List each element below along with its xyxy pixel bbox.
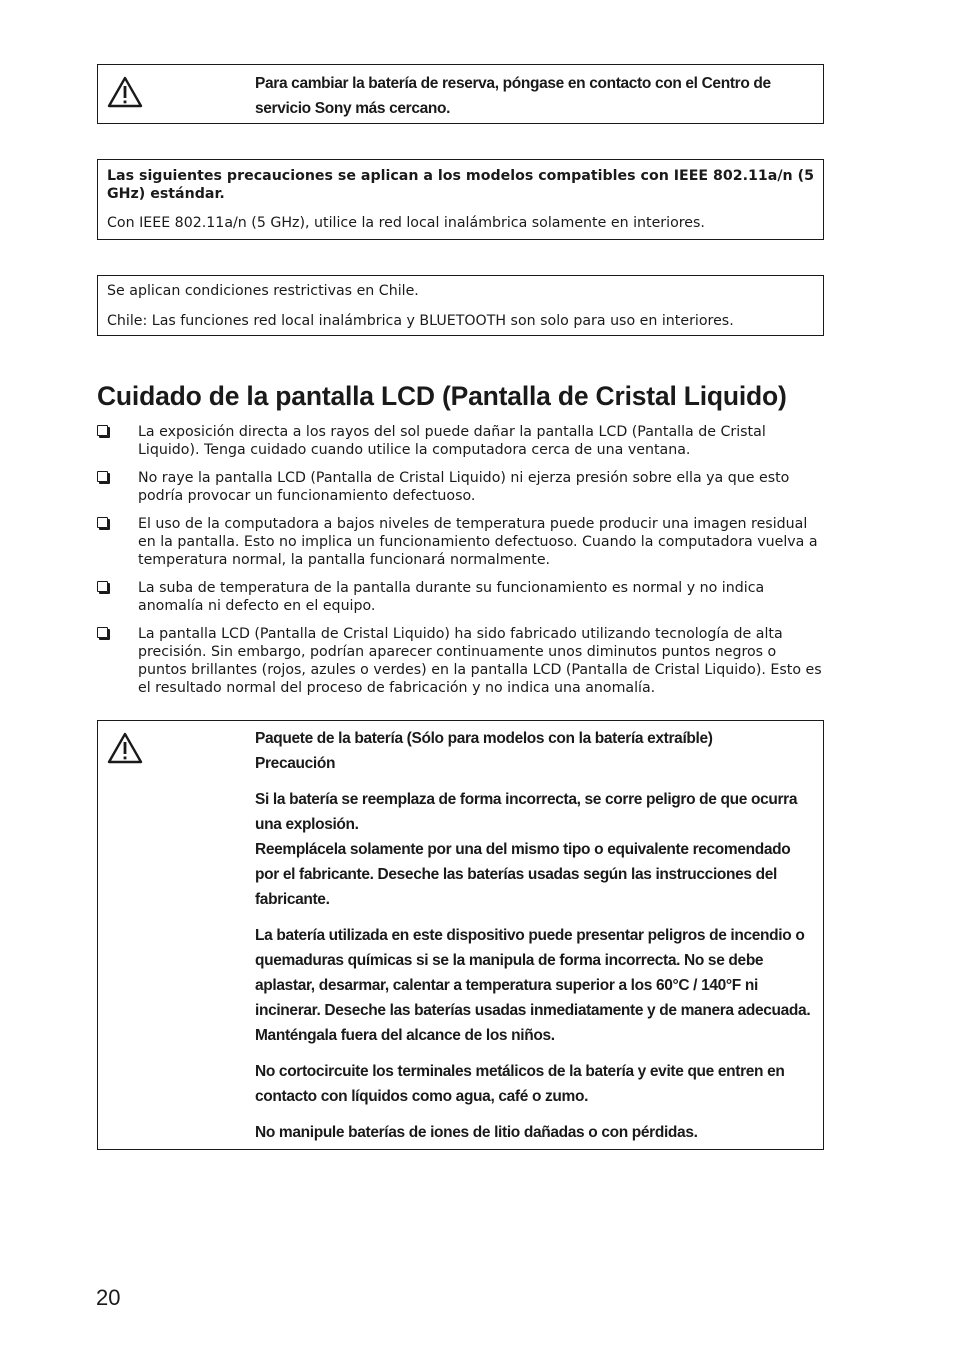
list-item-text: El uso de la computadora a bajos niveles de temperatura puede producir una imagen residual en la pantalla. Esto no implica un funcionamiento defectuoso. Cuando la computadora vuelva a temperatura normal, la pantalla funcionará normalmente. [138, 516, 818, 568]
list-item [97, 625, 827, 697]
list-item [97, 469, 827, 505]
battery-pack-warning-paragraph: La batería utilizada en este dispositivo puede presentar peligros de incendio o quemaduras químicas si se la manipula de forma incorrecta. No se debe aplastar, desarmar, calentar a temperatura superior a los 60°C / 140°F ni incinerar. Deseche las baterías usadas inmediatamente y de manera adecuada. Manténgala fuera del alcance de los niños. [255, 927, 811, 1044]
list-item [97, 579, 827, 615]
checkbox-bullet-icon [97, 627, 108, 638]
wireless-5ghz-notice-body: Con IEEE 802.11a/n (5 GHz), utilice la red local inalámbrica solamente en interiores. [107, 215, 705, 231]
list-item-text: La exposición directa a los rayos del sol puede dañar la pantalla LCD (Pantalla de Cristal Liquido). Tenga cuidado cuando utilice la computadora cerca de una ventana. [138, 424, 766, 458]
page-number: 20 [96, 1285, 121, 1310]
lcd-care-list [97, 423, 827, 707]
backup-battery-warning-text [255, 71, 815, 121]
battery-pack-warning-paragraph: No manipule baterías de iones de litio dañadas o con pérdidas. [255, 1124, 698, 1141]
list-item-text: No raye la pantalla LCD (Pantalla de Cristal Liquido) ni ejerza presión sobre ella ya que esto podría provocar un funcionamiento defectuoso. [138, 470, 790, 504]
wireless-5ghz-notice-heading: Las siguientes precauciones se aplican a los modelos compatibles con IEEE 802.11a/n (5 GHz) estándar. [107, 168, 814, 202]
chile-notice-box [97, 275, 824, 336]
warning-triangle-icon [107, 76, 143, 108]
battery-pack-warning-paragraph: Si la batería se reemplaza de forma incorrecta, se corre peligro de que ocurra una explosión. [255, 791, 798, 833]
section-title: Cuidado de la pantalla LCD (Pantalla de Cristal Liquido) [97, 381, 787, 411]
checkbox-bullet-icon [97, 517, 108, 528]
battery-pack-warning-title: Paquete de la batería (Sólo para modelos con la batería extraíble) [255, 730, 713, 747]
backup-battery-warning-box [97, 64, 824, 124]
wireless-5ghz-notice-box [97, 159, 824, 240]
battery-pack-warning-box [97, 720, 824, 1150]
battery-pack-warning-subtitle: Precaución [255, 755, 336, 772]
battery-pack-warning-paragraph: Reemplácela solamente por una del mismo tipo o equivalente recomendado por el fabricante. Deseche las baterías usadas según las instrucciones del fabricante. [255, 841, 791, 908]
checkbox-bullet-icon [97, 425, 108, 436]
list-item-text: La suba de temperatura de la pantalla durante su funcionamiento es normal y no indica anomalía ni defecto en el equipo. [138, 580, 765, 614]
warning-triangle-icon [107, 732, 143, 764]
backup-battery-warning-message: Para cambiar la batería de reserva, póngase en contacto con el Centro de servicio Sony más cercano. [255, 75, 771, 117]
list-item-text: La pantalla LCD (Pantalla de Cristal Liquido) ha sido fabricado utilizando tecnología de alta precisión. Sin embargo, podrían aparecer continuamente unos diminutos puntos negros o puntos brillantes (rojos, azules o verdes) en la pantalla LCD (Pantalla de Cristal Liquido). Esto es el resultado normal del proceso de fabricación y no indica una anomalía. [138, 626, 822, 696]
battery-pack-warning-paragraph: No cortocircuite los terminales metálicos de la batería y evite que entren en contacto con líquidos como agua, café o zumo. [255, 1063, 785, 1105]
chile-notice-line: Chile: Las funciones red local inalámbrica y BLUETOOTH son solo para uso en interiores. [107, 313, 734, 329]
list-item [97, 515, 827, 569]
chile-notice-line: Se aplican condiciones restrictivas en Chile. [107, 283, 419, 299]
list-item [97, 423, 827, 459]
checkbox-bullet-icon [97, 471, 108, 482]
battery-pack-warning-text [255, 726, 815, 1145]
checkbox-bullet-icon [97, 581, 108, 592]
